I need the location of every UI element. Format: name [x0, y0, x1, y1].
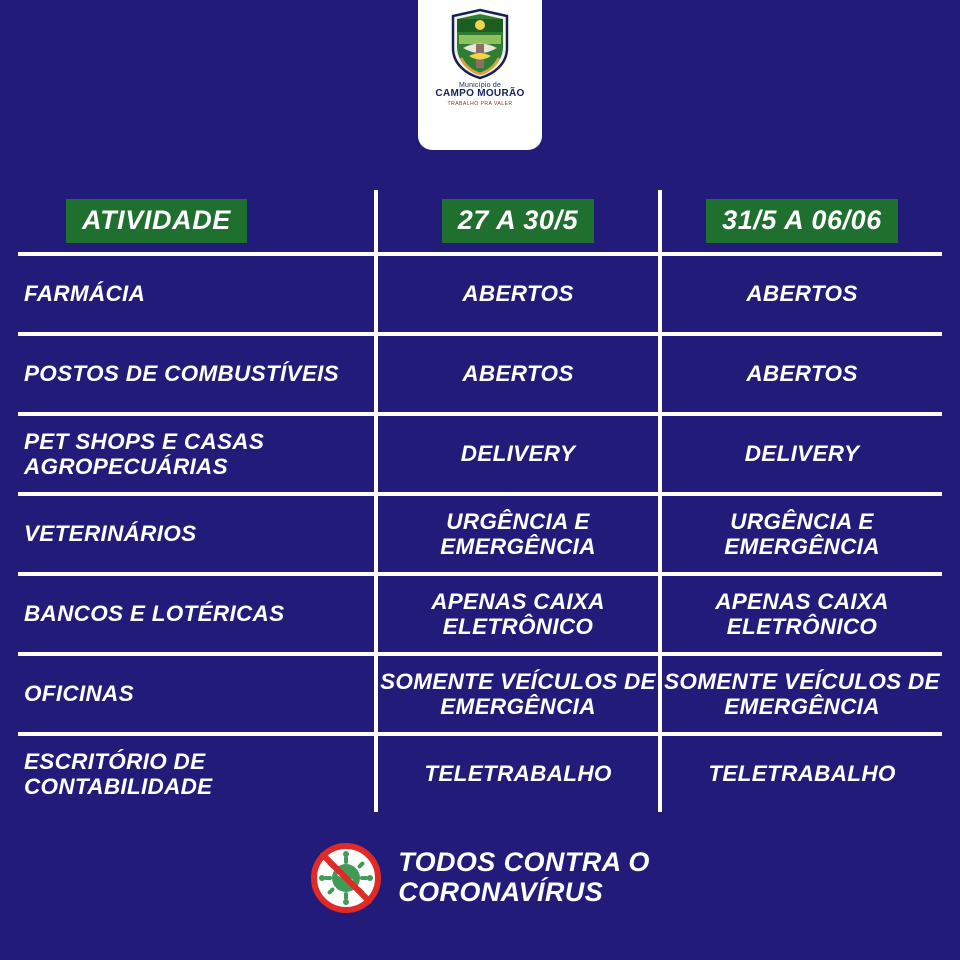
- table-row: [18, 576, 942, 652]
- table-row: [18, 736, 942, 812]
- table-row: [18, 656, 942, 732]
- table-row: [18, 496, 942, 572]
- campaign-slogan-line-2: CORONAVÍRUS: [398, 877, 604, 907]
- crest-slogan: TRABALHO PRA VALER: [447, 100, 513, 107]
- cell-period-2: ABERTOS: [658, 336, 942, 412]
- cell-activity: ESCRITÓRIO DE CONTABILIDADE: [24, 748, 213, 799]
- crest-caption: [435, 82, 524, 107]
- header-label-activity: ATIVIDADE: [66, 199, 247, 244]
- cell-activity: OFICINAS: [24, 681, 134, 707]
- table-row: [18, 256, 942, 332]
- cell-period-1: ABERTOS: [374, 336, 658, 412]
- no-coronavirus-icon: [310, 842, 382, 914]
- cell-period-2: APENAS CAIXA ELETRÔNICO: [658, 576, 942, 652]
- table-header-row: [18, 190, 942, 252]
- header-cell-period-1: [374, 190, 658, 252]
- cell-period-1: ABERTOS: [374, 256, 658, 332]
- cell-activity: PET SHOPS E CASAS AGROPECUÁRIAS: [24, 428, 265, 479]
- cell-period-2: ABERTOS: [658, 256, 942, 332]
- cell-period-1: URGÊNCIA E EMERGÊNCIA: [374, 496, 658, 572]
- cell-period-2: TELETRABALHO: [658, 736, 942, 812]
- campaign-slogan: [398, 848, 650, 907]
- cell-activity: BANCOS E LOTÉRICAS: [24, 601, 285, 627]
- cell-period-2: URGÊNCIA E EMERGÊNCIA: [658, 496, 942, 572]
- cell-period-2: DELIVERY: [658, 416, 942, 492]
- coat-of-arms-icon: [449, 8, 511, 80]
- header-cell-activity: [18, 190, 374, 252]
- crest-city-name: CAMPO MOURÃO: [435, 88, 525, 100]
- municipal-crest-header: [418, 0, 542, 150]
- cell-period-1: SOMENTE VEÍCULOS DE EMERGÊNCIA: [374, 656, 658, 732]
- header-label-period-1: 27 A 30/5: [442, 199, 594, 244]
- cell-period-1: APENAS CAIXA ELETRÔNICO: [374, 576, 658, 652]
- activities-schedule-table: [18, 190, 942, 812]
- cell-period-1: DELIVERY: [374, 416, 658, 492]
- cell-activity: FARMÁCIA: [24, 281, 146, 307]
- campaign-slogan-line-1: TODOS CONTRA O: [398, 847, 650, 878]
- header-label-period-2: 31/5 A 06/06: [706, 199, 898, 244]
- table-row: [18, 336, 942, 412]
- campaign-footer: [0, 842, 960, 914]
- cell-period-2: SOMENTE VEÍCULOS DE EMERGÊNCIA: [658, 656, 942, 732]
- header-cell-period-2: [658, 190, 942, 252]
- crest-municipio-label: Município de: [458, 82, 502, 89]
- cell-period-1: TELETRABALHO: [374, 736, 658, 812]
- cell-activity: VETERINÁRIOS: [24, 521, 197, 547]
- cell-activity: POSTOS DE COMBUSTÍVEIS: [24, 361, 339, 387]
- table-row: [18, 416, 942, 492]
